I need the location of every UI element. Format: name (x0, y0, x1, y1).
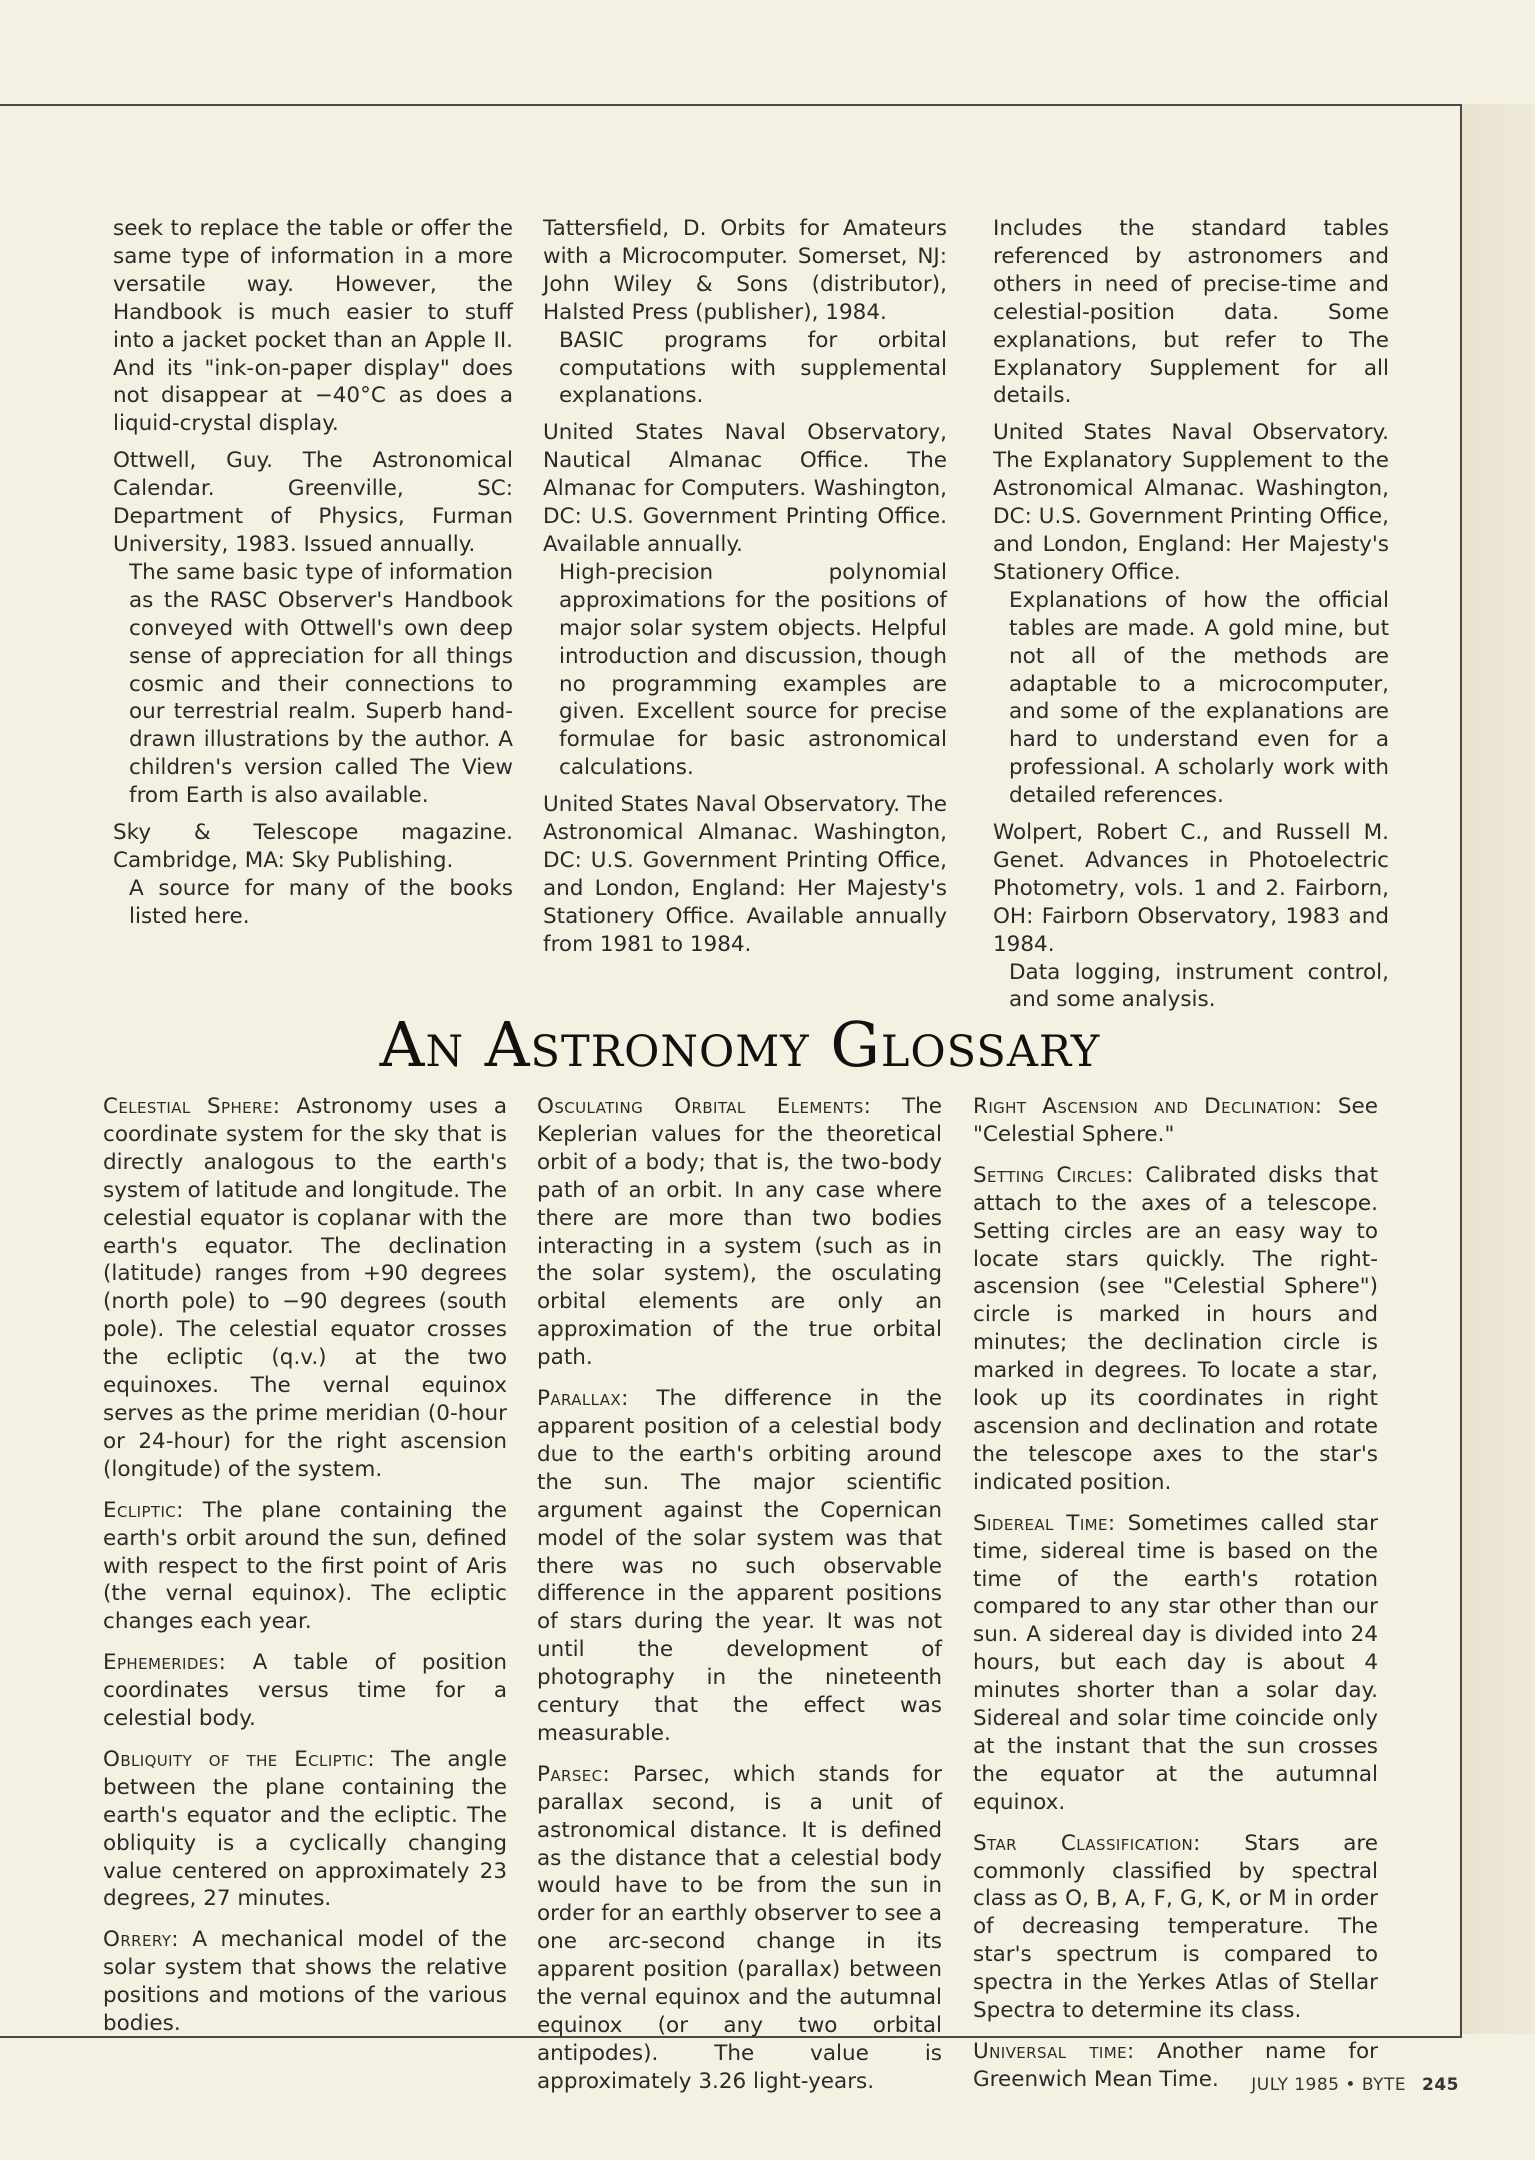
glossary-term: Setting Circles: (973, 1162, 1134, 1188)
glossary-term: Star Classification: (973, 1830, 1201, 1856)
reference-citation: Ottwell, Guy. The Astronomical Calendar. Greenville, SC: Department of Physics, Furman University, 1983. Issued annually. (113, 448, 513, 557)
reference-citation: United States Naval Observatory. The Astronomical Almanac. Washington, DC: U.S. Government Printing Office, and London, England: Her Majesty's Stationery Office. Available annually from 1981 to 1984. (543, 792, 947, 957)
reference-citation: seek to replace the table or offer the same type of information in a more versatile way. However, the Handbook is much easier to stuff into a jacket pocket than an Apple II. And its "ink-on-paper display" does not disappear at −40°C as does a liquid-crystal display. (113, 216, 513, 437)
glossary-definition: A mechanical model of the solar system that shows the relative positions and motions of the various bodies. (103, 1927, 507, 2037)
glossary-definition: Sometimes called star time, sidereal time is based on the time of the earth's rotation compared to any star other than our sun. A sidereal day is divided into 24 hours, but each day is about 4 minutes shorter than a solar day. Sidereal and solar time coincide only at the instant that the sun crosses the equator at the autumnal equinox. (973, 1510, 1378, 1815)
glossary-term: Celestial Sphere: (103, 1094, 281, 1119)
glossary-title: An Astronomy Glossary (379, 1008, 1101, 1081)
glossary-definition: See "Celestial Sphere." (973, 1094, 1378, 1147)
reference-citation: Includes the standard tables referenced by astronomers and others in need of precise-time and celestial-position data. Some explanations, but refer to The Explanatory Supplement for all details. (993, 216, 1389, 409)
reference-citation: United States Naval Observatory, Nautical Almanac Office. The Almanac for Computers. Washington, DC: U.S. Government Printing Office. Available annually. (543, 420, 947, 557)
reference-description: BASIC programs for orbital computations with supplemental explanations. (559, 327, 947, 409)
glossary-term: Parallax: (537, 1386, 629, 1412)
reference-description: The same basic type of information as the RASC Observer's Handbook conveyed with Ottwell's own deep sense of appreciation for all things cosmic and their connections to our terrestrial realm. Superb hand-drawn illustrations by the author. A children's version called The View from Earth is also available. (129, 559, 513, 809)
glossary-entry (537, 1093, 942, 1372)
reference-description: A source for many of the books listed here. (129, 875, 513, 929)
reference-entry (543, 215, 947, 410)
glossary-column-3 (973, 1093, 1378, 2107)
glossary-definition: A table of position coordinates versus time for a celestial body. (103, 1650, 507, 1732)
reference-entry (113, 447, 513, 810)
reference-entry (993, 215, 1389, 410)
glossary-entry (103, 1649, 507, 1733)
reference-description: Data logging, instrument control, and some analysis. (1009, 959, 1389, 1013)
glossary-term: Right Ascension and Declination: (973, 1094, 1323, 1119)
glossary-term: Sidereal Time: (973, 1510, 1116, 1536)
glossary-term: Osculating Orbital Elements: (537, 1094, 872, 1119)
glossary-definition: Astronomy uses a coordinate system for the sky that is directly analogous to the earth's system of latitude and longitude. The celestial equator is coplanar with the earth's equator. The declination (latitude) ranges from +90 degrees (north pole) to −90 degrees (south pole). The celestial equator crosses the ecliptic (q.v.) at the two equinoxes. The vernal equinox serves as the prime meridian (0-hour or 24-hour) for the right ascension (longitude) of the system. (103, 1094, 507, 1482)
reference-citation: United States Naval Observatory. The Explanatory Supplement to the Astronomical Almanac. Washington, DC: U.S. Government Printing Office, and London, England: Her Majesty's Stationery Office. (993, 420, 1389, 585)
issue-label: JULY 1985 • BYTE (1251, 2075, 1407, 2095)
glossary-definition: The Keplerian values for the theoretical orbit of a body; that is, the two-body path of an orbit. In any case where there are more than two bodies interacting in a system (such as in the solar system), the osculating orbital elements are only an approximation of the true orbital path. (537, 1094, 942, 1371)
glossary-definition: Calibrated disks that attach to the axes of a telescope. Setting circles are an easy way to locate stars quickly. The right-ascension (see "Celestial Sphere") circle is marked in hours and minutes; the declination circle is marked in degrees. To locate a star, look up its coordinates in right ascension and declination and rotate the telescope axes to the star's indicated position. (973, 1162, 1378, 1495)
glossary-entry (103, 1926, 507, 2038)
glossary-entry (973, 1093, 1378, 1149)
reference-description: Explanations of how the official tables are made. A gold mine, but not all of the methods are adaptable to a microcomputer, and some of the explanations are hard to understand even for a professional. A scholarly work with detailed references. (1009, 587, 1389, 809)
reference-citation: Sky & Telescope magazine. Cambridge, MA: Sky Publishing. (113, 820, 513, 873)
glossary-definition: Another name for Greenwich Mean Time. (973, 2039, 1378, 2092)
glossary-term: Obliquity of the Ecliptic: (103, 1746, 375, 1772)
reference-entry (543, 791, 947, 958)
reference-entry (113, 819, 513, 931)
reference-description: High-precision polynomial approximations for the positions of major solar system objects. Helpful introduction and discussion, though no programming examples are given. Excellent source for precise formulae for basic astronomical calculations. (559, 559, 947, 781)
references-column-3 (993, 215, 1389, 1023)
reference-entry (993, 819, 1389, 1014)
glossary-term: Parsec: (537, 1761, 611, 1787)
glossary-definition: Stars are commonly classified by spectral class as O, B, A, F, G, K, or M in order of decreasing temperature. The star's spectrum is compared to spectra in the Yerkes Atlas of Stellar Spectra to determine its class. (973, 1830, 1378, 2024)
glossary-entry (103, 1093, 507, 1484)
glossary-entry (537, 1761, 942, 2096)
glossary-column-2 (537, 1093, 942, 2109)
reference-entry (993, 419, 1389, 810)
glossary-entry (973, 1830, 1378, 2025)
glossary-definition: The angle between the plane containing the earth's equator and the ecliptic. The obliquity is a cyclically changing value centered on approximately 23 degrees, 27 minutes. (103, 1746, 507, 1912)
glossary-column-1 (103, 1093, 507, 2051)
glossary-term: Universal time: (973, 2039, 1135, 2064)
glossary-entry (537, 1385, 942, 1748)
glossary-entry (103, 1497, 507, 1637)
glossary-term: Ecliptic: (103, 1497, 184, 1523)
glossary-entry (103, 1746, 507, 1913)
reference-citation: Wolpert, Robert C., and Russell M. Genet. Advances in Photoelectric Photometry, vols. 1 and 2. Fairborn, OH: Fairborn Observatory, 1983 and 1984. (993, 820, 1389, 957)
glossary-entry (973, 1162, 1378, 1497)
glossary-term: Orrery: (103, 1927, 179, 1953)
glossary-definition: Parsec, which stands for parallax second, is a unit of astronomical distance. It is defined as the distance that a celestial body would have to be from the sun in order for an earthly observer to see a one arc-second change in its apparent position (parallax) between the vernal equinox and the autumnal equinox (or any two orbital antipodes). The value is approximately 3.26 light-years. (537, 1761, 942, 2094)
page-footer (1251, 2075, 1459, 2095)
references-column-2 (543, 215, 947, 968)
reference-entry (113, 215, 513, 438)
glossary-definition: The difference in the apparent position of a celestial body due to the earth's orbiting around the sun. The major scientific argument against the Copernican model of the solar system was that there was no such observable difference in the apparent positions of stars during the year. It was not until the development of photography in the nineteenth century that the effect was measurable. (537, 1386, 942, 1746)
glossary-entry (973, 1510, 1378, 1817)
glossary-term: Ephemerides: (103, 1650, 227, 1676)
reference-citation: Tattersfield, D. Orbits for Amateurs with a Microcomputer. Somerset, NJ: John Wiley & Sons (distributor), Halsted Press (publisher), 1984. (543, 216, 947, 325)
references-column-1 (113, 215, 513, 940)
glossary-definition: The plane containing the earth's orbit around the sun, defined with respect to the first point of Aris (the vernal equinox). The ecliptic changes each year. (103, 1497, 507, 1635)
reference-entry (543, 419, 947, 782)
page-number: 245 (1422, 2075, 1459, 2095)
